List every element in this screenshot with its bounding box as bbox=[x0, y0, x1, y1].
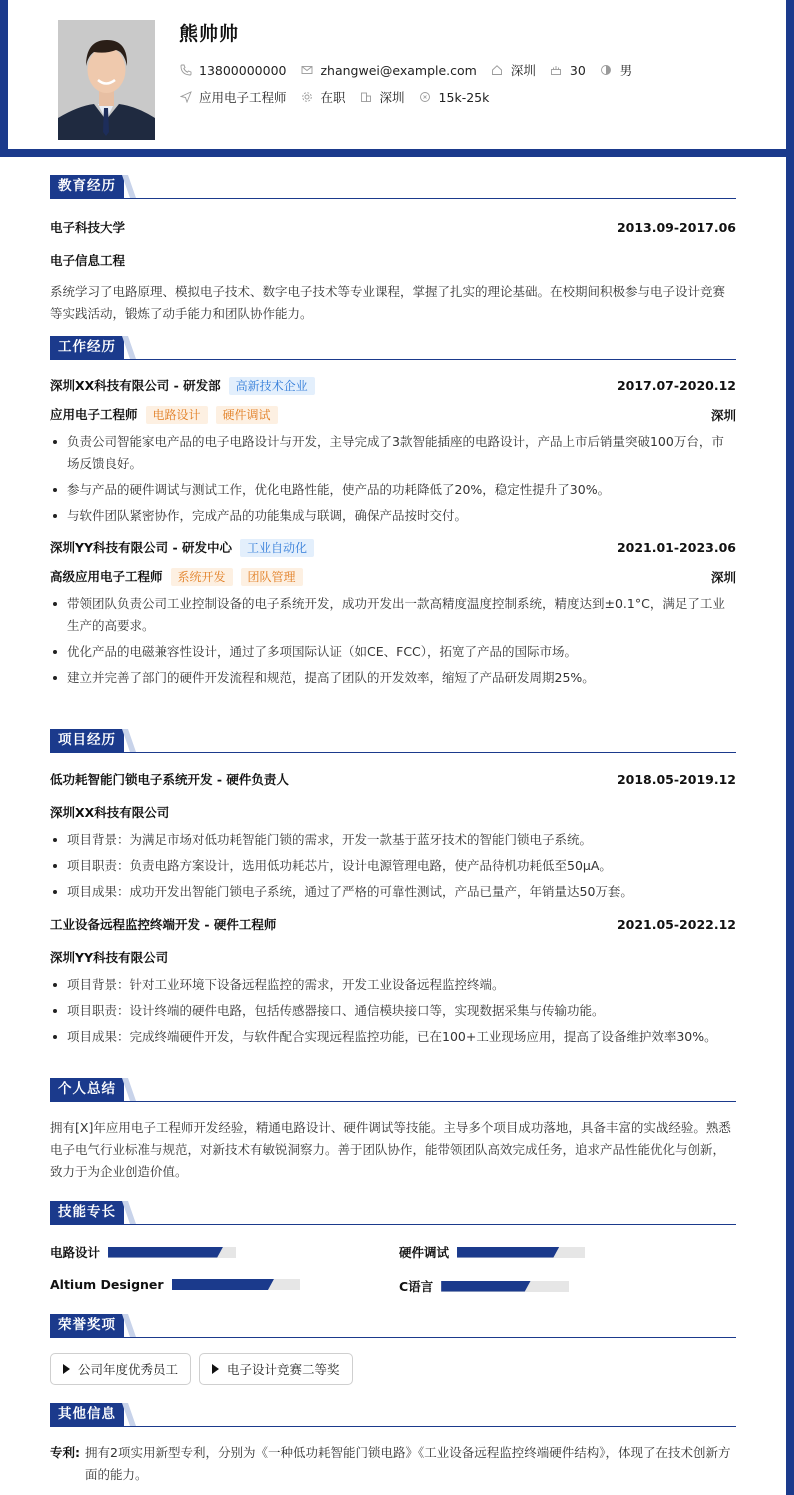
skill-bar-fill bbox=[441, 1281, 531, 1292]
work-date: 2021.01-2023.06 bbox=[616, 540, 736, 555]
awards-section bbox=[50, 1314, 736, 1385]
play-icon bbox=[212, 1364, 219, 1374]
skill-bar bbox=[441, 1281, 569, 1292]
skill-name: Altium Designer bbox=[50, 1277, 164, 1292]
skill-item bbox=[399, 1277, 569, 1295]
project-title: 工业设备远程监控终端开发 - 硬件工程师 bbox=[50, 917, 277, 932]
position-text: 应用电子工程师 bbox=[199, 90, 287, 105]
project-bullet: 项目成果：完成终端硬件开发，与软件配合实现远程监控功能，已在100+工业现场应用，提高了设备维护效率30%。 bbox=[50, 1026, 736, 1048]
project-bullets bbox=[50, 974, 736, 1048]
age-text: 30 bbox=[569, 62, 586, 78]
company-tag: 高新技术企业 bbox=[229, 377, 315, 395]
section-deco bbox=[122, 1078, 136, 1101]
school-name: 电子科技大学 bbox=[50, 220, 126, 235]
work-role-row bbox=[50, 567, 736, 586]
target-city-info bbox=[360, 88, 405, 106]
skill-bar bbox=[457, 1247, 585, 1258]
work-role-row bbox=[50, 405, 736, 424]
major-row bbox=[50, 251, 736, 269]
section-deco bbox=[122, 1403, 136, 1426]
skill-item bbox=[50, 1243, 236, 1261]
play-icon bbox=[63, 1364, 70, 1374]
project-bullet: 项目背景：针对工业环境下设备远程监控的需求，开发工业设备远程监控终端。 bbox=[50, 974, 736, 996]
gear-icon bbox=[301, 91, 314, 104]
location-text: 深圳 bbox=[510, 63, 536, 78]
section-deco bbox=[122, 175, 136, 198]
home-icon bbox=[491, 64, 504, 77]
project-bullet: 项目职责：负责电路方案设计，选用低功耗芯片，设计电源管理电路，使产品待机功耗低至50μA。 bbox=[50, 855, 736, 877]
section-title: 技能专长 bbox=[50, 1201, 124, 1224]
section-deco bbox=[122, 336, 136, 359]
section-title: 荣誉奖项 bbox=[50, 1314, 124, 1337]
education-date: 2013.09-2017.06 bbox=[616, 219, 736, 235]
education-description: 系统学习了电路原理、模拟电子技术、数字电子技术等专业课程，掌握了扎实的理论基础。在校期间积极参与电子设计竞赛等实践活动，锻炼了动手能力和团队协作能力。 bbox=[50, 284, 726, 321]
section-header bbox=[50, 1314, 736, 1338]
avatar bbox=[58, 20, 155, 140]
skill-item bbox=[399, 1243, 585, 1261]
award-name: 公司年度优秀员工 bbox=[78, 1362, 179, 1377]
skill-name: 硬件调试 bbox=[399, 1245, 450, 1260]
gender-icon bbox=[600, 64, 613, 77]
section-header bbox=[50, 175, 736, 199]
work-bullet: 带领团队负责公司工业控制设备的电子系统开发，成功开发出一款高精度温度控制系统，精度达到±0.1°C，满足了工业生产的高要求。 bbox=[50, 593, 736, 637]
coin-icon bbox=[419, 91, 432, 104]
work-company bbox=[50, 376, 315, 395]
project-bullets bbox=[50, 829, 736, 903]
skills-section bbox=[50, 1201, 736, 1311]
project-title-row bbox=[50, 915, 736, 933]
work-company-row bbox=[50, 538, 736, 557]
work-bullets bbox=[50, 593, 736, 689]
project-date: 2021.05-2022.12 bbox=[616, 916, 736, 932]
mail-icon bbox=[300, 64, 313, 77]
role-name: 高级应用电子工程师 bbox=[50, 569, 163, 584]
project-entry bbox=[50, 915, 736, 1048]
section-deco bbox=[122, 1201, 136, 1224]
work-bullets bbox=[50, 431, 736, 527]
role-tag: 团队管理 bbox=[241, 568, 303, 586]
project-bullet: 项目成果：成功开发出智能门锁电子系统，通过了严格的可靠性测试，产品已量产，年销量达50万套。 bbox=[50, 881, 736, 903]
work-entry bbox=[50, 376, 736, 527]
gender-info bbox=[600, 61, 633, 79]
skill-item bbox=[50, 1277, 300, 1292]
phone-text: 13800000000 bbox=[199, 62, 287, 78]
section-header bbox=[50, 1201, 736, 1225]
skill-bar bbox=[108, 1247, 236, 1258]
candidate-name: 熊帅帅 bbox=[179, 23, 240, 45]
role-tag: 硬件调试 bbox=[216, 406, 278, 424]
project-title-row bbox=[50, 770, 736, 788]
job-intent-row bbox=[179, 88, 503, 106]
phone-info bbox=[179, 63, 286, 78]
section-header bbox=[50, 1403, 736, 1427]
award-name: 电子设计竞赛二等奖 bbox=[227, 1362, 340, 1377]
project-company-row bbox=[50, 803, 736, 821]
section-title: 项目经历 bbox=[50, 729, 124, 752]
salary-info bbox=[419, 90, 490, 105]
header-frame-left bbox=[0, 0, 8, 157]
project-title: 低功耗智能门锁电子系统开发 - 硬件负责人 bbox=[50, 772, 289, 787]
role-tag: 系统开发 bbox=[171, 568, 233, 586]
work-company-row bbox=[50, 376, 736, 395]
section-title: 教育经历 bbox=[50, 175, 124, 198]
section-header bbox=[50, 729, 736, 753]
section-header bbox=[50, 1078, 736, 1102]
work-bullet: 参与产品的硬件调试与测试工作，优化电路性能，使产品的功耗降低了20%，稳定性提升了30%。 bbox=[50, 479, 736, 501]
gender-text: 男 bbox=[619, 63, 633, 78]
section-deco bbox=[122, 1314, 136, 1337]
skill-name: C语言 bbox=[399, 1279, 434, 1294]
other-section bbox=[50, 1403, 736, 1486]
send-icon bbox=[179, 91, 192, 104]
work-role bbox=[50, 567, 303, 586]
skill-bar-fill bbox=[457, 1247, 559, 1258]
section-title: 工作经历 bbox=[50, 336, 124, 359]
building-icon bbox=[360, 91, 373, 104]
project-bullet: 项目背景：为满足市场对低功耗智能门锁的需求，开发一款基于蓝牙技术的智能门锁电子系统。 bbox=[50, 829, 736, 851]
skill-bar bbox=[172, 1279, 300, 1290]
skill-bar-fill bbox=[108, 1247, 223, 1258]
work-bullet: 与软件团队紧密协作，完成产品的功能集成与联调，确保产品按时交付。 bbox=[50, 505, 736, 527]
major-name: 电子信息工程 bbox=[50, 253, 126, 268]
work-bullet: 负责公司智能家电产品的电子电路设计与开发，主导完成了3款智能插座的电路设计，产品上市后销量突破100万台，市场反馈良好。 bbox=[50, 431, 736, 475]
award-item bbox=[199, 1353, 353, 1385]
skill-name: 电路设计 bbox=[50, 1245, 101, 1260]
target-city-text: 深圳 bbox=[379, 90, 405, 105]
education-section bbox=[50, 175, 736, 325]
summary-section bbox=[50, 1078, 736, 1183]
education-row bbox=[50, 218, 736, 236]
position-info bbox=[179, 88, 287, 106]
company-tag: 工业自动化 bbox=[240, 539, 314, 557]
work-company bbox=[50, 538, 314, 557]
work-bullet: 建立并完善了部门的硬件开发流程和规范，提高了团队的开发效率，缩短了产品研发周期25%。 bbox=[50, 667, 736, 689]
other-row bbox=[50, 1442, 736, 1486]
role-tag: 电路设计 bbox=[146, 406, 208, 424]
section-title: 其他信息 bbox=[50, 1403, 124, 1426]
page-frame-right bbox=[786, 0, 794, 1495]
project-company: 深圳YY科技有限公司 bbox=[50, 950, 169, 965]
work-role bbox=[50, 405, 278, 424]
header-frame-bottom bbox=[0, 149, 794, 157]
location-info bbox=[491, 61, 536, 79]
skill-bar-fill bbox=[172, 1279, 274, 1290]
work-bullet: 优化产品的电磁兼容性设计，通过了多项国际认证（如CE、FCC），拓宽了产品的国际市场。 bbox=[50, 641, 736, 663]
work-city: 深圳 bbox=[710, 569, 736, 585]
summary-text: 拥有[X]年应用电子工程师开发经验，精通电路设计、硬件调试等技能。主导多个项目成功落地，具备丰富的实战经验。熟悉电子电气行业标准与规范，对新技术有敏锐洞察力。善于团队协作，能带领团队高效完成任务，追求产品性能优化与创新，致力于为企业创造价值。 bbox=[50, 1120, 731, 1179]
age-info bbox=[550, 63, 586, 78]
other-text: 拥有2项实用新型专利，分别为《一种低功耗智能门锁电路》《工业设备远程监控终端硬件结构》，体现了在技术创新方面的能力。 bbox=[85, 1445, 731, 1482]
work-section bbox=[50, 336, 736, 693]
contact-row bbox=[179, 61, 646, 79]
awards-list bbox=[50, 1353, 736, 1385]
status-text: 在职 bbox=[320, 90, 346, 105]
other-label: 专利: bbox=[50, 1445, 80, 1460]
work-date: 2017.07-2020.12 bbox=[616, 378, 736, 393]
award-item bbox=[50, 1353, 191, 1385]
section-title: 个人总结 bbox=[50, 1078, 124, 1101]
company-name: 深圳XX科技有限公司 - 研发部 bbox=[50, 378, 221, 393]
section-header bbox=[50, 336, 736, 360]
email-info bbox=[300, 63, 476, 78]
project-bullet: 项目职责：设计终端的硬件电路，包括传感器接口、通信模块接口等，实现数据采集与传输功能。 bbox=[50, 1000, 736, 1022]
company-name: 深圳YY科技有限公司 - 研发中心 bbox=[50, 540, 232, 555]
email-text: zhangwei@example.com bbox=[320, 62, 477, 78]
salary-text: 15k-25k bbox=[438, 89, 490, 105]
role-name: 应用电子工程师 bbox=[50, 407, 138, 422]
project-company-row bbox=[50, 948, 736, 966]
project-company: 深圳XX科技有限公司 bbox=[50, 805, 170, 820]
work-entry bbox=[50, 538, 736, 689]
project-entry bbox=[50, 770, 736, 903]
project-date: 2018.05-2019.12 bbox=[616, 771, 736, 787]
status-info bbox=[301, 88, 346, 106]
projects-section bbox=[50, 729, 736, 1052]
phone-icon bbox=[179, 64, 192, 77]
cake-icon bbox=[550, 64, 563, 77]
section-deco bbox=[122, 729, 136, 752]
work-city: 深圳 bbox=[710, 407, 736, 423]
